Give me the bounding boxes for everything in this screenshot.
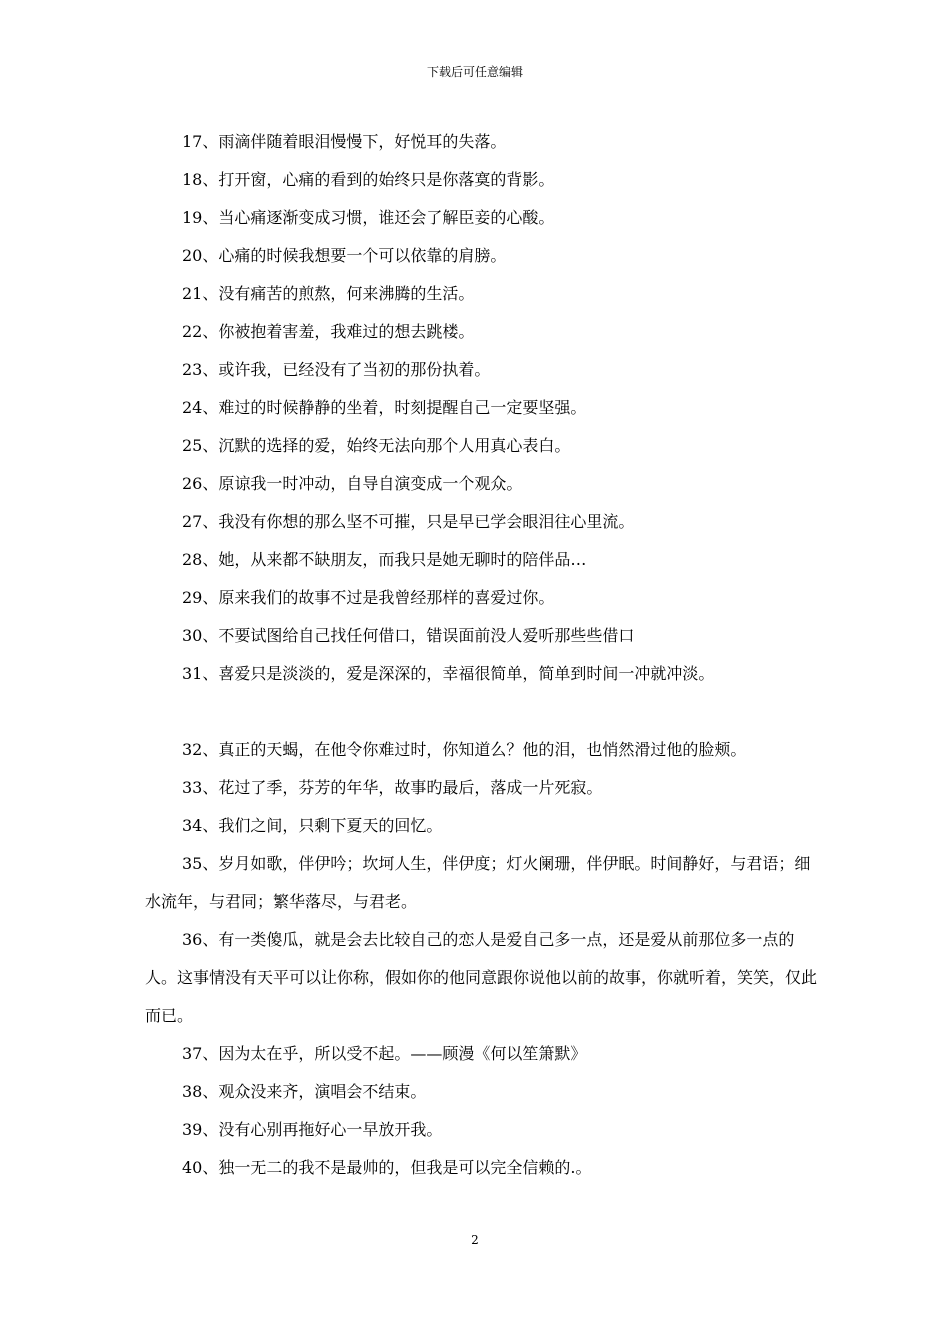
paragraph-40: 40、独一无二的我不是最帅的，但我是可以完全信赖的.。 — [182, 1158, 592, 1177]
paragraph-20: 20、心痛的时候我想要一个可以依靠的肩膀。 — [182, 246, 507, 265]
paragraph-34: 34、我们之间，只剩下夏天的回忆。 — [182, 816, 443, 835]
paragraph-22: 22、你被抱着害羞，我难过的想去跳楼。 — [182, 322, 475, 341]
paragraph-39: 39、没有心别再拖好心一早放开我。 — [182, 1120, 443, 1139]
paragraph-25: 25、沉默的选择的爱，始终无法向那个人用真心表白。 — [182, 436, 571, 455]
paragraph-37: 37、因为太在乎，所以受不起。——顾漫《何以笙箫默》 — [182, 1044, 587, 1063]
paragraph-23: 23、或许我，已经没有了当初的那份执着。 — [182, 360, 491, 379]
document-body — [145, 123, 825, 1187]
paragraph-33: 33、花过了季，芬芳的年华，故事旳最后，落成一片死寂。 — [182, 778, 603, 797]
paragraph-21: 21、没有痛苦的煎熬，何来沸腾的生活。 — [182, 284, 475, 303]
paragraph-17: 17、雨滴伴随着眼泪慢慢下，好悦耳的失落。 — [182, 132, 507, 151]
paragraph-35: 35、岁月如歌，伴伊吟；坎坷人生，伴伊度；灯火阑珊，伴伊眠。时间静好，与君语；细水流年，与君同；繁华落尽，与君老。 — [145, 854, 811, 911]
paragraph-31: 31、喜爱只是淡淡的，爱是深深的，幸福很简单，简单到时间一冲就冲淡。 — [182, 664, 715, 683]
paragraph-18: 18、打开窗，心痛的看到的始终只是你落寞的背影。 — [182, 170, 555, 189]
paragraph-38: 38、观众没来齐，演唱会不结束。 — [182, 1082, 427, 1101]
paragraph-36: 36、有一类傻瓜，就是会去比较自己的恋人是爱自己多一点，还是爱从前那位多一点的人。这事情没有天平可以让你称，假如你的他同意跟你说他以前的故事，你就听着，笑笑，仅此而已。 — [145, 930, 818, 1025]
paragraph-26: 26、原谅我一时冲动，自导自演变成一个观众。 — [182, 474, 523, 493]
paragraph-29: 29、原来我们的故事不过是我曾经那样的喜爱过你。 — [182, 588, 555, 607]
page-header: 下载后可任意编辑 — [426, 65, 523, 79]
page-number: 2 — [471, 1233, 479, 1247]
paragraph-32: 32、真正的天蝎，在他令你难过时，你知道么？他的泪，也悄然滑过他的脸颊。 — [182, 740, 747, 759]
paragraph-30: 30、不要试图给自己找任何借口，错误面前没人爱听那些些借口 — [182, 626, 635, 645]
paragraph-28: 28、她，从来都不缺朋友，而我只是她无聊时的陪伴品… — [182, 550, 587, 569]
paragraph-27: 27、我没有你想的那么坚不可摧，只是早已学会眼泪往心里流。 — [182, 512, 635, 531]
paragraph-19: 19、当心痛逐渐变成习惯，谁还会了解臣妾的心酸。 — [182, 208, 555, 227]
paragraph-24: 24、难过的时候静静的坐着，时刻提醒自己一定要坚强。 — [182, 398, 587, 417]
